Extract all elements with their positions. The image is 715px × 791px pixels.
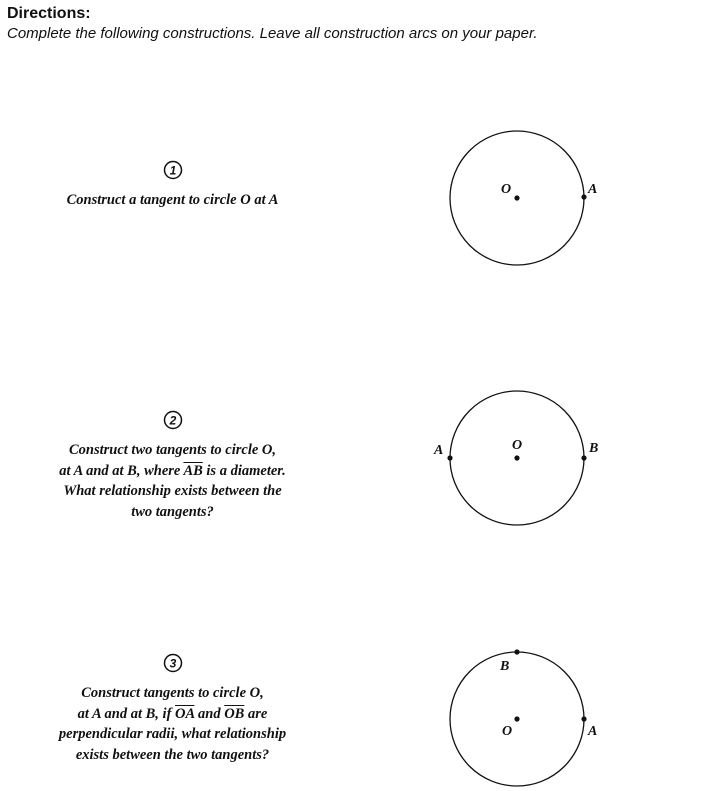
figure-3	[450, 649, 597, 786]
label-o-2: O	[512, 438, 523, 453]
label-o-1: O	[501, 182, 512, 197]
segment-oa: $\overline{OA}$	[175, 705, 195, 722]
problem-3-line-1: Construct tangents to circle O,	[81, 685, 264, 701]
svg-text:2: 2	[169, 413, 176, 428]
center-point-o-1	[514, 195, 519, 200]
figure-1	[450, 131, 597, 265]
label-a-3: A	[588, 724, 598, 739]
point-a-1	[581, 194, 586, 199]
label-a-1: A	[588, 182, 598, 197]
svg-text:3: 3	[169, 656, 176, 671]
center-point-o-2	[514, 455, 519, 460]
point-a-2	[447, 455, 452, 460]
directions-title: Directions:	[7, 5, 91, 22]
problem-2-line-2: at A and at B, where $\overline{AB}$ is a diameter.	[59, 462, 286, 479]
problem-1-text: Construct a tangent to circle O at A	[66, 192, 279, 208]
point-a-3	[581, 716, 586, 721]
directions-text: Complete the following constructions. Leave all construction arcs on your paper.	[7, 25, 538, 42]
center-point-o-3	[514, 716, 519, 721]
problem-2-line-3: What relationship exists between the	[63, 483, 282, 499]
label-o-3: O	[502, 724, 513, 739]
problem-2-line-4: two tangents?	[131, 503, 214, 520]
problem-3-line-4: exists between the two tangents?	[75, 746, 270, 763]
problem-2-line-1: Construct two tangents to circle O,	[68, 442, 277, 458]
label-b-2: B	[589, 441, 599, 456]
figure-2	[433, 391, 598, 525]
point-b-2	[581, 455, 586, 460]
problem-3-line-2: at A and at B, if $\overline{OA}$ and $\overline{OB}$ are	[77, 705, 268, 722]
segment-ob: $\overline{OB}$	[224, 705, 245, 722]
problem-3-line-3: perpendicular radii, what relationship	[58, 726, 287, 742]
label-b-3: B	[500, 659, 510, 674]
svg-text:1: 1	[169, 163, 176, 178]
label-a-2: A	[434, 443, 444, 458]
segment-ab: $\overline{AB}$	[183, 462, 203, 479]
point-b-3	[514, 649, 519, 654]
